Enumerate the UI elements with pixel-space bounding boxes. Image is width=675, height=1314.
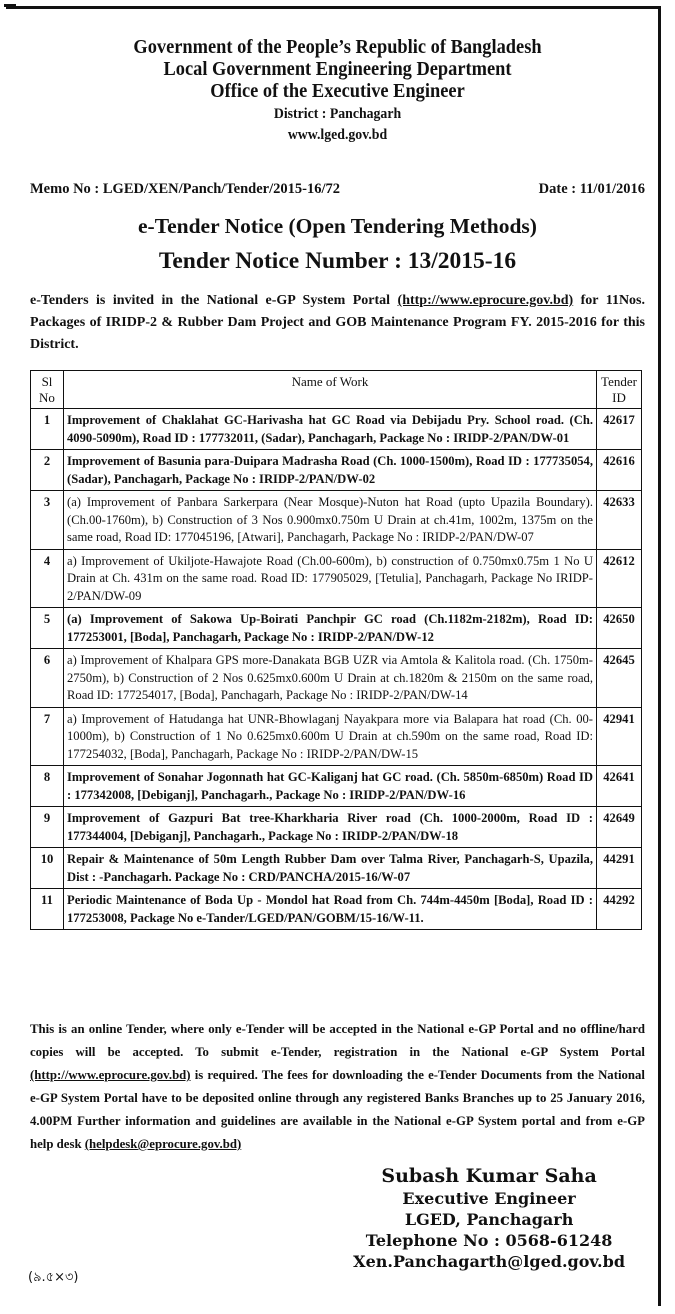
cell-work: a) Improvement of Ukiljote-Hawajote Road (Ch.00-600m), b) construction of 0.750mx0.75m 1 No U Drain at Ch. 431m on the same road. Road ID: 177905029, [Tetulia], Panchagarh, Package No IRIDP-2/PAN/DW-09	[64, 549, 597, 608]
cell-work: (a) Improvement of Panbara Sarkerpara (Near Mosque)-Nuton hat Road (upto Upazila Boundary). (Ch.00-1760m), b) Construction of 3 Nos 0.900mx0.750m U Drain at ch.41m, 1002m, 1375m on the same road, Road ID: 177045196, [Atwari], Panchagarh, Package No : IRIDP-2/PAN/DW-07	[64, 491, 597, 550]
size-code: (৯.৫×৩)	[28, 1270, 79, 1285]
col-header-name: Name of Work	[64, 371, 597, 409]
cell-work: Improvement of Basunia para-Duipara Madrasha Road (Ch. 1000-1500m), Road ID : 177735054, (Sadar), Panchagarh, Package No : IRIDP-2/PAN/DW-02	[64, 450, 597, 491]
table-row	[31, 807, 642, 848]
header-office: Office of the Executive Engineer	[210, 80, 465, 102]
helpdesk-link[interactable]: (helpdesk@eprocure.gov.bd)	[84, 1137, 242, 1151]
cell-tender-id: 42649	[597, 807, 642, 848]
notice-number: Tender Notice Number : 13/2015-16	[158, 248, 517, 274]
signatory-designation: Executive Engineer	[402, 1189, 576, 1208]
memo-number: Memo No : LGED/XEN/Panch/Tender/2015-16/72	[30, 181, 341, 197]
table-row	[31, 450, 642, 491]
table-row	[31, 707, 642, 766]
footer-paragraph	[30, 1018, 645, 1156]
intro-text-rest: for 11Nos. Packages of IRIDP-2 & Rubber Dam Project and GOB Maintenance Program FY. 2015-2016 for this District.	[30, 293, 645, 352]
header-government: Government of the People’s Republic of Bangladesh	[133, 36, 542, 58]
notice-header	[27, 36, 648, 146]
cell-work: (a) Improvement of Sakowa Up-Boirati Panchpir GC road (Ch.1182m-2182m), Road ID: 177253001, [Boda], Panchagarh, Package No : IRIDP-2/PAN/DW-12	[64, 608, 597, 649]
cell-sl: 7	[31, 707, 64, 766]
cell-sl: 8	[31, 766, 64, 807]
table-row	[31, 889, 642, 930]
cell-tender-id: 42612	[597, 549, 642, 608]
cell-tender-id: 42617	[597, 409, 642, 450]
signature-block	[353, 1164, 625, 1272]
footer-text: This is an online Tender, where only e-Tender will be accepted in the National e-GP Portal and no offline/hard copies will be accepted. To submit e-Tender, registration in the National e-GP System Portal	[30, 1022, 645, 1059]
cell-tender-id: 44291	[597, 848, 642, 889]
col-header-sl: Sl No	[31, 371, 64, 409]
cell-sl: 9	[31, 807, 64, 848]
cell-tender-id: 42616	[597, 450, 642, 491]
intro-text: e-Tenders is invited in the National e-GP System Portal	[30, 293, 398, 308]
cell-tender-id: 42650	[597, 608, 642, 649]
cell-work: Improvement of Gazpuri Bat tree-Kharkharia River road (Ch. 1000-2000m, Road ID : 177344004, [Debiganj], Panchagarh., Package No : IRIDP-2/PAN/DW-18	[64, 807, 597, 848]
cell-tender-id: 42633	[597, 491, 642, 550]
table-row	[31, 549, 642, 608]
cell-sl: 3	[31, 491, 64, 550]
table-row	[31, 848, 642, 889]
header-website: www.lged.gov.bd	[287, 127, 388, 143]
notice-title: e-Tender Notice (Open Tendering Methods)	[138, 214, 537, 238]
signatory-name: Subash Kumar Saha	[381, 1165, 597, 1187]
cell-tender-id: 42645	[597, 649, 642, 708]
cell-work: a) Improvement of Khalpara GPS more-Danakata BGB UZR via Amtola & Kalitola road. (Ch. 1750m-2750m), b) Construction of 2 Nos 0.625mx0.600m U Drain at ch.1820m & 2150m on the same road, Road ID: 177254017, [Boda], Panchagarh, Package No : IRIDP-2/PAN/DW-14	[64, 649, 597, 708]
header-department: Local Government Engineering Department	[163, 58, 512, 80]
eprocure-link[interactable]: (http://www.eprocure.gov.bd)	[30, 1068, 191, 1082]
signatory-telephone: Telephone No : 0568-61248	[365, 1231, 613, 1250]
corner-mark	[4, 4, 16, 7]
eprocure-link[interactable]: (http://www.eprocure.gov.bd)	[397, 293, 574, 308]
cell-tender-id: 44292	[597, 889, 642, 930]
signatory-email[interactable]: Xen.Panchagarth@lged.gov.bd	[353, 1252, 625, 1271]
col-header-tender-id: Tender ID	[597, 371, 642, 409]
cell-sl: 6	[31, 649, 64, 708]
table-body	[31, 409, 642, 930]
cell-work: Improvement of Chaklahat GC-Harivasha hat GC Road via Debijadu Pry. School road. (Ch. 4090-5090m), Road ID : 177732011, (Sadar), Panchagarh, Package No : IRIDP-2/PAN/DW-01	[64, 409, 597, 450]
intro-paragraph	[30, 290, 645, 356]
works-table	[30, 370, 642, 930]
table-header-row	[31, 371, 642, 409]
table-row	[31, 766, 642, 807]
cell-work: Repair & Maintenance of 50m Length Rubber Dam over Talma River, Panchagarh-S, Upazila, Dist : -Panchagarh. Package No : CRD/PANCHA/2015-16/W-07	[64, 848, 597, 889]
cell-tender-id: 42941	[597, 707, 642, 766]
cell-work: Improvement of Sonahar Jogonnath hat GC-Kaliganj hat GC road. (Ch. 5850m-6850m) Road ID : 177342008, [Debiganj], Panchagarh., Package No : IRIDP-2/PAN/DW-16	[64, 766, 597, 807]
cell-sl: 5	[31, 608, 64, 649]
header-district: District : Panchagarh	[273, 106, 402, 122]
table-row	[31, 491, 642, 550]
footer-text-mid: is required. The fees for downloading the e-Tender Documents from the National e-GP System Portal have to be deposited online through any registered Banks Branches up to 25 January 2016, 4.00PM Further information and guidelines are available in the National e-GP System portal and from e-GP help desk	[30, 1068, 645, 1151]
cell-work: a) Improvement of Hatudanga hat UNR-Bhowlaganj Nayakpara more via Balapara hat road (Ch. 00-1000m), b) Construction of 1 No 0.625mx0.600m U Drain at ch.590m on the same road, Road ID: 177254032, [Boda], Panchagarh, Package No : IRIDP-2/PAN/DW-15	[64, 707, 597, 766]
table-row	[31, 649, 642, 708]
cell-sl: 10	[31, 848, 64, 889]
memo-date: Date : 11/01/2016	[538, 181, 645, 197]
cell-sl: 4	[31, 549, 64, 608]
table-row	[31, 409, 642, 450]
cell-work: Periodic Maintenance of Boda Up - Mondol hat Road from Ch. 744m-4450m [Boda], Road ID : 177253008, Package No e-Tander/LGED/PAN/GOBM/15-16/W-11.	[64, 889, 597, 930]
cell-sl: 11	[31, 889, 64, 930]
table-row	[31, 608, 642, 649]
signatory-office: LGED, Panchagarh	[404, 1210, 574, 1229]
cell-tender-id: 42641	[597, 766, 642, 807]
cell-sl: 2	[31, 450, 64, 491]
cell-sl: 1	[31, 409, 64, 450]
